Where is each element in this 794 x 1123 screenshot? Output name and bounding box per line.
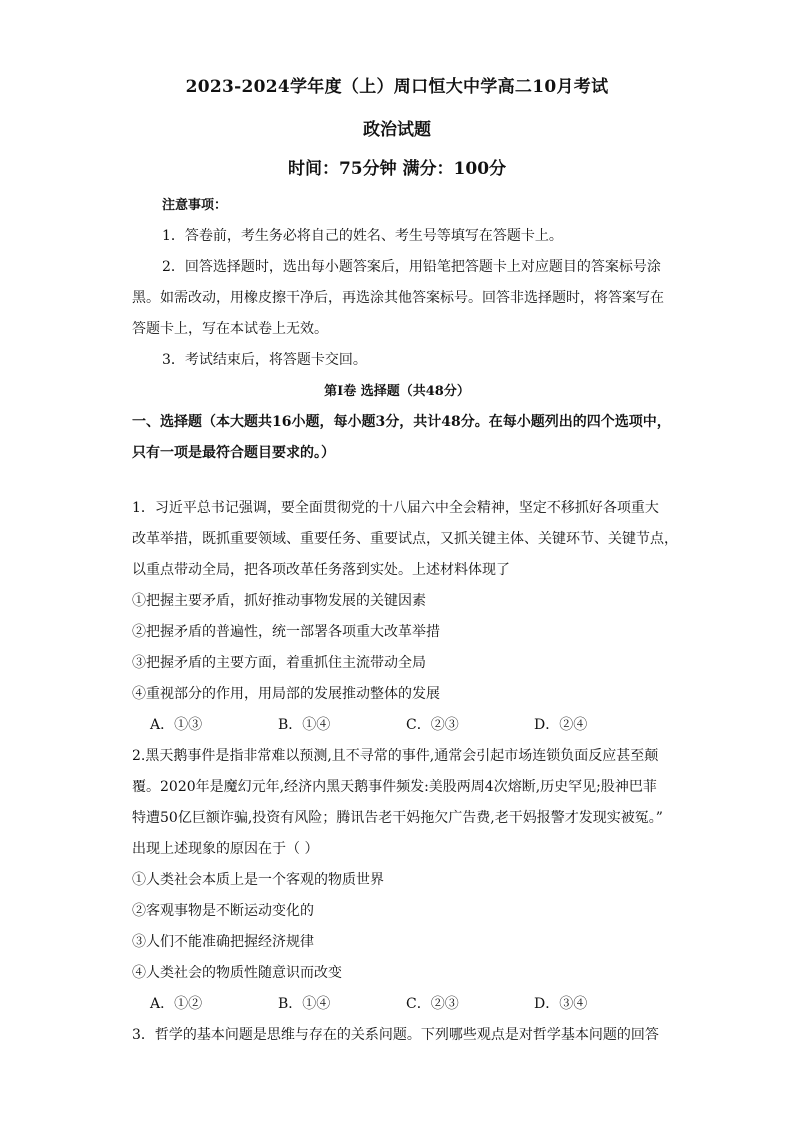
question-3 <box>132 1020 662 1051</box>
section-instructions: 只有一项是最符合题目要求的。） <box>132 445 335 461</box>
question-2 <box>132 741 662 1020</box>
question-stem: 1．习近平总书记强调，要全面贯彻党的十八届六中全会精神，坚定不移抓好各项重大 <box>132 500 659 516</box>
option-a: A．①③ <box>150 717 203 733</box>
option-b: B．①④ <box>278 717 331 733</box>
question-statement: ③人们不能准确把握经济规律 <box>132 934 314 950</box>
question-statement: ①把握主要矛盾，抓好推动事物发展的关键因素 <box>132 593 426 609</box>
question-statement: ③把握矛盾的主要方面，着重抓住主流带动全局 <box>132 655 426 671</box>
question-stem: 改革举措，既抓重要领域、重要任务、重要试点，又抓关键主体、关键环节、关键节点， <box>132 531 678 547</box>
answer-options <box>132 989 662 1020</box>
option-d: D．②④ <box>534 717 588 733</box>
option-c: C．②③ <box>406 717 459 733</box>
notice-heading: 注意事项： <box>162 198 228 213</box>
spacer <box>132 469 662 493</box>
exam-subject: 政治试题 <box>363 120 431 140</box>
question-stem: 出现上述现象的原因在于（ ） <box>132 841 319 857</box>
section-instructions: 一、选择题（本大题共16小题，每小题3分，共计48分。在每小题列出的四个选项中， <box>132 414 671 430</box>
notice-item: 答题卡上，写在本试卷上无效。 <box>132 321 328 337</box>
exam-time-score: 时间：75分钟 满分：100分 <box>287 159 507 179</box>
question-statement: ④人类社会的物质性随意识而改变 <box>132 965 342 981</box>
question-statement: ④重视部分的作用，用局部的发展推动整体的发展 <box>132 686 440 702</box>
question-stem: 特遭50亿巨额诈骗,投资有风险；腾讯告老干妈拖欠广告费,老干妈报警才发现实被冤。” <box>132 810 663 826</box>
answer-options <box>132 710 662 741</box>
question-1 <box>132 493 678 741</box>
question-statement: ①人类社会本质上是一个客观的物质世界 <box>132 872 384 888</box>
question-statement: ②客观事物是不断运动变化的 <box>132 903 314 919</box>
notice-item: 2．回答选择题时，选出每小题答案后，用铅笔把答题卡上对应题目的答案标号涂 <box>162 259 661 275</box>
question-statement: ②把握矛盾的普遍性，统一部署各项重大改革举措 <box>132 624 440 640</box>
notice-item: 1．答卷前，考生务必将自己的姓名、考生号等填写在答题卡上。 <box>162 228 563 244</box>
exam-body <box>132 190 678 1051</box>
section-title: 第Ⅰ卷 选择题（共48分） <box>324 384 470 399</box>
question-stem: 2.黑天鹅事件是指非常难以预测,且不寻常的事件,通常会引起市场连锁负面反应甚至颠 <box>132 748 659 764</box>
option-b: B．①④ <box>278 996 331 1012</box>
notice-item: 3．考试结束后，将答题卡交回。 <box>162 352 367 368</box>
question-stem: 以重点带动全局，把各项改革任务落到实处。上述材料体现了 <box>132 562 510 578</box>
notice-item: 黑。如需改动，用橡皮擦干净后，再选涂其他答案标号。回答非选择题时，将答案写在 <box>132 290 664 306</box>
option-a: A．①② <box>150 996 203 1012</box>
exam-title: 2023-2024学年度（上）周口恒大中学高二10月考试 <box>185 77 609 97</box>
question-stem: 3．哲学的基本问题是思维与存在的关系问题。下列哪些观点是对哲学基本问题的回答 <box>132 1027 659 1043</box>
option-d: D．③④ <box>534 996 588 1012</box>
question-stem: 覆。2020年是魔幻元年,经济内黑天鹅事件频发:美股两周4次熔断,历史罕见;股神巴菲 <box>132 779 657 795</box>
option-c: C．②③ <box>406 996 459 1012</box>
